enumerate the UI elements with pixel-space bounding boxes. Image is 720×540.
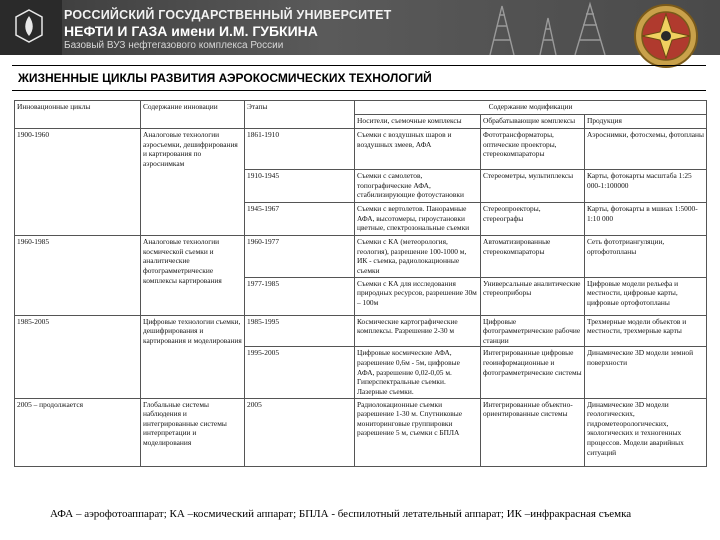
products-cell: Трехмерные модели объектов и местности, трехмерные карты [585,315,707,347]
processing-cell: Стереометры, мультиплексы [481,170,585,203]
top-rule [12,65,706,66]
cycle-period-cell: 1960-1985 [15,236,141,316]
carriers-cell: Съемки с КА для исследования природных ресурсов, разрешение 30м – 100м [355,277,481,315]
stage-cell: 1960-1977 [245,236,355,278]
products-cell: Динамические 3D модели геологических, гидрометеорологических, экологических и техногенных процессов. Модели аварийных ситуаций [585,398,707,466]
stage-cell: 1977-1985 [245,277,355,315]
processing-cell: Стереопроекторы, стереографы [481,203,585,236]
processing-cell: Фототрансформаторы, оптические проекторы, стереокомпараторы [481,129,585,170]
products-cell: Аэроснимки, фотосхемы, фотопланы [585,129,707,170]
processing-cell: Автоматизированные стереокомпараторы [481,236,585,278]
products-cell: Сеть фототриангуляции, ортофотопланы [585,236,707,278]
cycle-content-cell: Аналоговые технологии аэросъемки, дешифрирования и картирования по аэроснимкам [141,129,245,236]
banner-line-1: РОССИЙСКИЙ ГОСУДАРСТВЕННЫЙ УНИВЕРСИТЕТ [64,8,392,22]
header-cycles: Инновационные циклы [15,101,141,129]
carriers-cell: Радиолокационные съемки разрешение 1-30 м. Спутниковые мониторинговые группировки разрешение 5 м, съемки с БПЛА [355,398,481,466]
processing-cell: Универсальные аналитические стереоприборы [481,277,585,315]
table-row [15,398,707,466]
cycle-content-cell: Цифровые технологии съемки, дешифрирования и картирования и моделирования [141,315,245,398]
table-row [15,129,707,170]
header-products: Продукция [585,115,707,129]
stage-cell: 1945-1967 [245,203,355,236]
banner-line-2: НЕФТИ И ГАЗА имени И.М. ГУБКИНА [64,23,318,39]
header-carriers: Носители, съемочные комплексы [355,115,481,129]
stage-cell: 1910-1945 [245,170,355,203]
stage-cell: 2005 [245,398,355,466]
carriers-cell: Съемки с воздушных шаров и воздушных змеев, АФА [355,129,481,170]
carriers-cell: Съемки с вертолетов. Панорамные АФА, высотомеры, гироустановки цветные, спектрозональные съемки [355,203,481,236]
cycle-period-cell: 2005 – продолжается [15,398,141,466]
carriers-cell: Космические картографические комплексы. Разрешение 2-30 м [355,315,481,347]
stage-cell: 1995-2005 [245,347,355,398]
emblem-icon [628,2,704,70]
banner-line-3: Базовый ВУЗ нефтегазового комплекса России [64,40,284,51]
carriers-cell: Съемки с самолетов, топографические АФА, стабилизирующие фотоустановки [355,170,481,203]
stage-cell: 1985-1995 [245,315,355,347]
processing-cell: Цифровые фотограмметрические рабочие станции [481,315,585,347]
stage-cell: 1861-1910 [245,129,355,170]
products-cell: Карты, фотокарты масштаба 1:25 000-1:100000 [585,170,707,203]
cycle-content-cell: Глобальные системы наблюдения и интегрированные системы интерпретации и моделирования [141,398,245,466]
university-banner [0,0,720,55]
title-rule [12,90,706,91]
lifecycle-table [14,100,707,467]
carriers-cell: Съемки с КА (метеорология, геология), разрешение 100-1000 м, ИК - съемка, радиолокационные съемки [355,236,481,278]
processing-cell: Интегрированные цифровые геоинформационные и фотограмметрические системы [481,347,585,398]
products-cell: Цифровые модели рельефа и местности, цифровые карты, цифровые ортофотопланы [585,277,707,315]
page-title: ЖИЗНЕННЫЕ ЦИКЛЫ РАЗВИТИЯ АЭРОКОСМИЧЕСКИХ ТЕХНОЛОГИЙ [18,71,432,85]
header-stages: Этапы [245,101,355,129]
products-cell: Динамические 3D модели земной поверхности [585,347,707,398]
cycle-period-cell: 1985-2005 [15,315,141,398]
table-row [15,236,707,278]
header-content: Содержание инновации [141,101,245,129]
oil-derricks-icon [470,0,620,55]
carriers-cell: Цифровые космические АФА, разрешение 0,6м - 5м, цифровые АФА, разрешение 0,02-0,05 м. Гиперспектральные съемки. Лазерные съемки. [355,347,481,398]
cycle-period-cell: 1900-1960 [15,129,141,236]
header-processing: Обрабатывающие комплексы [481,115,585,129]
header-modification: Содержание модификации [355,101,707,115]
table-row [15,315,707,347]
processing-cell: Интегрированные объектно-ориентированные системы [481,398,585,466]
cycle-content-cell: Аналоговые технологии космической съемки и аналитические фотограмметрические комплексы картирования [141,236,245,316]
university-logo-icon [14,8,44,44]
products-cell: Карты, фотокарты в мшиах 1:5000-1:10 000 [585,203,707,236]
footnote: АФА – аэрофотоаппарат; КА –космический аппарат; БПЛА - беспилотный летательный аппарат; ИК –инфракрасная съемка [50,508,632,520]
